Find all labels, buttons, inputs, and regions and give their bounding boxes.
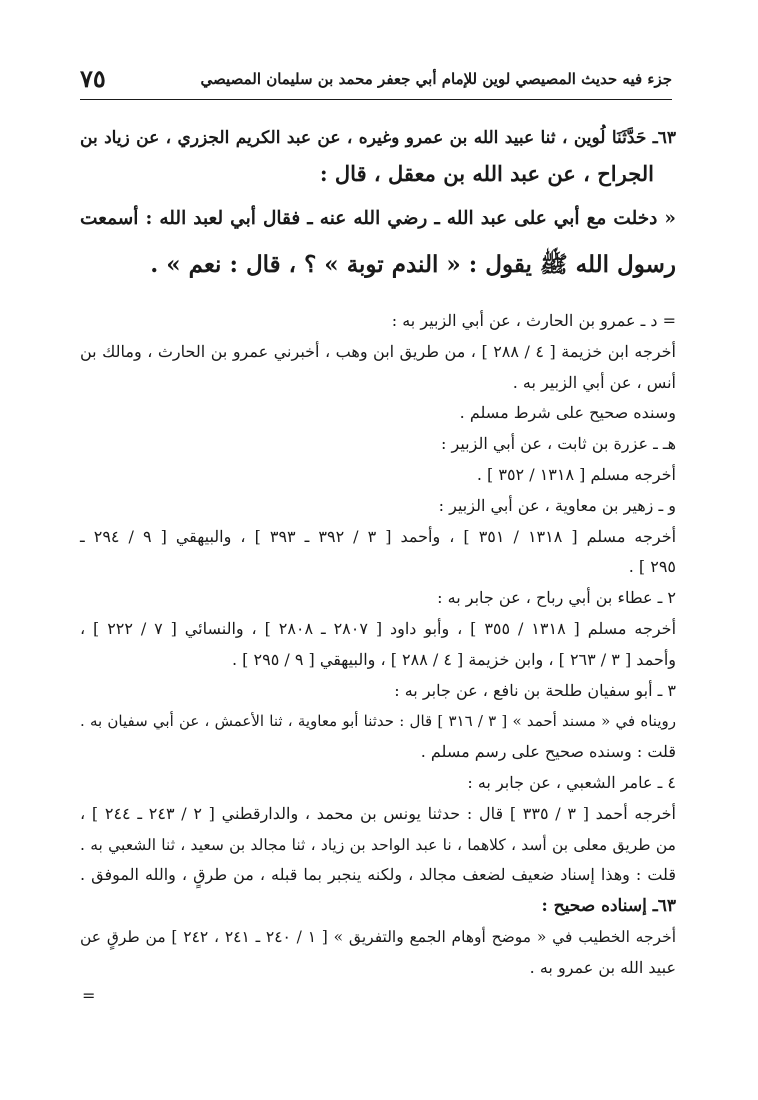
footnotes (80, 306, 676, 984)
note-line: أخرجه ابن خزيمة [ ٤ / ٢٨٨ ] ، من طريق ابن وهب ، أخبرني عمرو بن الحارث ، ومالك بن (80, 341, 676, 361)
note-line: ٢ ـ عطاء بن أبي رباح ، عن جابر به : (437, 588, 676, 608)
matn-line-1: « دخلت مع أبي على عبد الله ـ رضي الله عنه ـ فقال أبي لعبد الله : أسمعت (80, 208, 676, 229)
note-line: قلت : وسنده صحيح على رسم مسلم . (420, 742, 676, 762)
grade-heading: ٦٣ـ إسناده صحيح : (541, 896, 676, 917)
note-line: ٢٩٥ ] . (628, 557, 676, 577)
note-line: قلت : وهذا إسناد ضعيف لضعف مجالد ، ولكنه ينجبر بما قبله ، من طرقٍ ، والله الموفق . (80, 865, 676, 885)
matn-line-2: رسول الله ﷺ يقول : « الندم توبة » ؟ ، قال : نعم » . (150, 251, 676, 278)
hadith-isnad (80, 120, 676, 192)
hadith-line-1: ٦٣ـ حَدَّثَنَا لُوين ، ثنا عبيد الله بن عمرو وغيره ، عن عبد الكريم الجزري ، عن زياد بن (80, 128, 676, 148)
note-line: هـ ـ عزرة بن ثابت ، عن أبي الزبير : (441, 434, 676, 454)
running-title: جزء فيه حديث المصيصي لوين للإمام أبي جعفر محمد بن سليمان المصيصي (200, 70, 672, 88)
note-line: وأحمد [ ٣ / ٢٦٣ ] ، وابن خزيمة [ ٤ / ٢٨٨ ] ، والبيهقي [ ٩ / ٢٩٥ ] . (232, 649, 676, 669)
continuation-mark: = (82, 986, 96, 1005)
note-line: ٤ ـ عامر الشعبي ، عن جابر به : (467, 772, 676, 792)
note-line: من طريق معلى بن أسد ، كلاهما ، نا عبد الواحد بن زياد ، ثنا مجالد بن سعيد ، ثنا الشعبي به . (80, 835, 676, 854)
note-line: أخرجه أحمد [ ٣ / ٣٣٥ ] قال : حدثنا يونس بن محمد ، والدارقطني [ ٢ / ٢٤٣ ـ ٢٤٤ ] ، (80, 803, 676, 823)
note-line: أنس ، عن أبي الزبير به . (512, 372, 676, 392)
note-line: ٣ ـ أبو سفيان طلحة بن نافع ، عن جابر به : (394, 680, 676, 700)
header-rule (80, 99, 672, 100)
note-line: عبيد الله بن عمرو به . (529, 957, 676, 977)
note-line: أخرجه مسلم [ ١٣١٨ / ٣٥١ ] ، وأحمد [ ٣ / ٣٩٢ ـ ٣٩٣ ] ، والبيهقي [ ٩ / ٢٩٤ ـ (80, 526, 677, 546)
note-line: وسنده صحيح على شرط مسلم . (459, 403, 676, 423)
page-header (80, 64, 672, 98)
note-line: أخرجه مسلم [ ١٣١٨ / ٣٥٢ ] . (476, 464, 676, 484)
page-number: ٧٥ (80, 64, 106, 93)
note-line: رويناه في « مسند أحمد » [ ٣ / ٣١٦ ] قال : حدثنا أبو معاوية ، ثنا الأعمش ، عن أبي سفيان به . (80, 712, 676, 731)
note-line: و ـ زهير بن معاوية ، عن أبي الزبير : (438, 495, 676, 515)
hadith-number: ٦٣ـ (652, 128, 676, 148)
note-line: = د ـ عمرو بن الحارث ، عن أبي الزبير به : (391, 311, 676, 330)
hadith-matn (80, 196, 676, 288)
note-line: أخرجه مسلم [ ١٣١٨ / ٣٥٥ ] ، وأبو داود [ ٢٨٠٧ ـ ٢٨٠٨ ] ، والنسائي [ ٧ / ٢٢٢ ] ، (80, 618, 677, 638)
hadith-line-2: الجراح ، عن عبد الله بن معقل ، قال : (319, 161, 654, 186)
note-line: أخرجه الخطيب في « موضح أوهام الجمع والتفريق » [ ١ / ٢٤٠ ـ ٢٤١ ، ٢٤٢ ] من طرقٍ عن (80, 927, 676, 946)
